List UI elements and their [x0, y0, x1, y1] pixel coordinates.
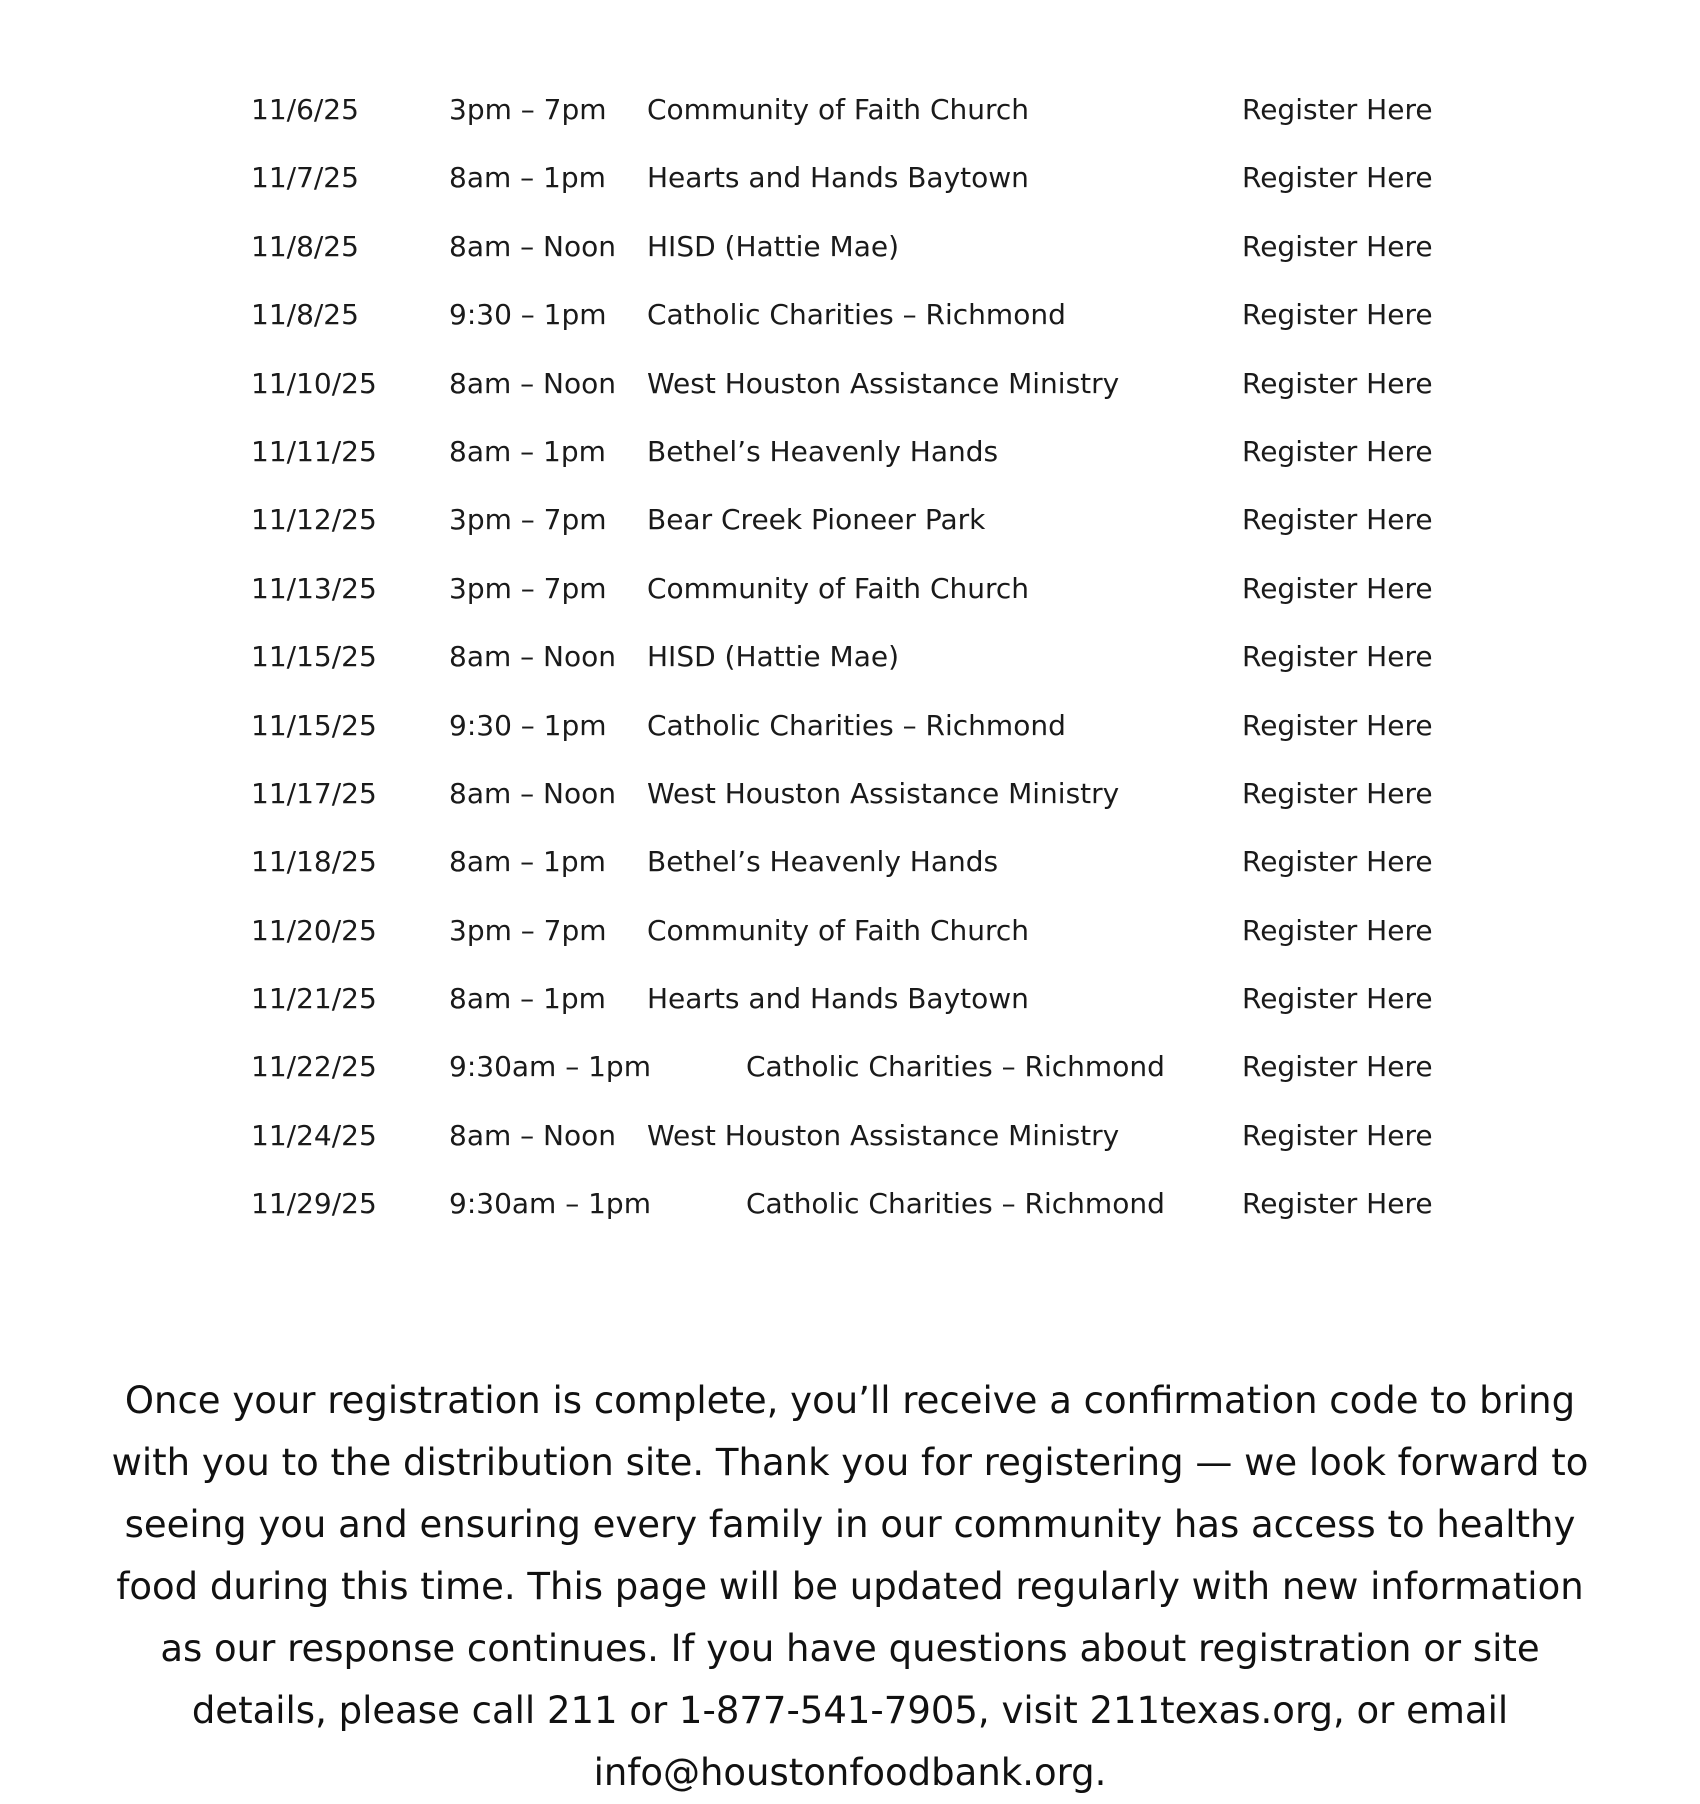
- row-location: Hearts and Hands Baytown: [647, 982, 1029, 1016]
- schedule-row: [0, 502, 1700, 570]
- row-time: 8am – Noon: [449, 229, 617, 263]
- row-date: 11/15/25: [251, 640, 377, 674]
- schedule-row: [0, 571, 1700, 639]
- register-here-link[interactable]: Register Here: [1242, 571, 1433, 605]
- register-here-link[interactable]: Register Here: [1242, 298, 1433, 332]
- schedule-row: [0, 297, 1700, 365]
- register-here-link[interactable]: Register Here: [1242, 503, 1433, 537]
- row-location: West Houston Assistance Ministry: [647, 366, 1120, 400]
- row-location: Community of Faith Church: [647, 913, 1030, 947]
- row-time: 9:30 – 1pm: [449, 298, 607, 332]
- row-location: HISD (Hattie Mae): [647, 640, 900, 674]
- row-date: 11/12/25: [251, 503, 377, 537]
- register-here-link[interactable]: Register Here: [1242, 366, 1433, 400]
- row-location: Hearts and Hands Baytown: [647, 161, 1029, 195]
- row-time: 9:30am – 1pm: [449, 1187, 651, 1221]
- register-here-link[interactable]: Register Here: [1242, 1187, 1433, 1221]
- register-here-link[interactable]: Register Here: [1242, 982, 1433, 1016]
- row-time: 3pm – 7pm: [449, 571, 607, 605]
- register-here-link[interactable]: Register Here: [1242, 161, 1433, 195]
- row-time: 8am – Noon: [449, 640, 617, 674]
- row-time: 8am – Noon: [449, 366, 617, 400]
- schedule-row: [0, 160, 1700, 228]
- row-time: 8am – Noon: [449, 1118, 617, 1152]
- row-date: 11/24/25: [251, 1118, 377, 1152]
- row-time: 8am – 1pm: [449, 434, 606, 468]
- schedule-row: [0, 776, 1700, 844]
- schedule-row: [0, 844, 1700, 912]
- schedule-row: [0, 1186, 1700, 1254]
- schedule-row: [0, 92, 1700, 160]
- row-date: 11/21/25: [251, 982, 377, 1016]
- row-date: 11/17/25: [251, 776, 377, 810]
- row-location: Bethel’s Heavenly Hands: [647, 434, 999, 468]
- row-time: 8am – Noon: [449, 776, 617, 810]
- row-location: HISD (Hattie Mae): [647, 229, 900, 263]
- row-date: 11/8/25: [251, 229, 359, 263]
- distribution-schedule: [0, 92, 1700, 1255]
- row-date: 11/11/25: [251, 434, 377, 468]
- row-date: 11/20/25: [251, 913, 377, 947]
- schedule-row: [0, 1049, 1700, 1117]
- register-here-link[interactable]: Register Here: [1242, 845, 1433, 879]
- row-location: Catholic Charities – Richmond: [746, 1050, 1165, 1084]
- row-date: 11/8/25: [251, 298, 359, 332]
- register-here-link[interactable]: Register Here: [1242, 640, 1433, 674]
- row-date: 11/6/25: [251, 93, 359, 126]
- register-here-link[interactable]: Register Here: [1242, 1050, 1433, 1084]
- row-location: West Houston Assistance Ministry: [647, 1118, 1120, 1152]
- row-location: Catholic Charities – Richmond: [647, 298, 1066, 332]
- row-location: West Houston Assistance Ministry: [647, 776, 1120, 810]
- row-location: Bear Creek Pioneer Park: [647, 503, 986, 537]
- schedule-row: [0, 913, 1700, 981]
- row-time: 8am – 1pm: [449, 982, 606, 1016]
- row-time: 3pm – 7pm: [449, 913, 607, 947]
- schedule-row: [0, 981, 1700, 1049]
- schedule-row: [0, 229, 1700, 297]
- row-date: 11/15/25: [251, 708, 377, 742]
- row-date: 11/22/25: [251, 1050, 377, 1084]
- row-time: 3pm – 7pm: [449, 503, 607, 537]
- row-location: Community of Faith Church: [647, 571, 1030, 605]
- register-here-link[interactable]: Register Here: [1242, 776, 1433, 810]
- row-time: 8am – 1pm: [449, 845, 606, 879]
- schedule-row: [0, 708, 1700, 776]
- registration-notice: Once your registration is complete, you’ll receive a confirmation code to bring with you to the distribution site. Thank you for registering — we look forward to seeing you and ensuring every family in our community has access to healthy food during this time. This page will be updated regularly with new information as our response continues. If you have questions about registration or site details, please call 211 or 1-877-541-7905, visit 211texas.org, or email info@houstonfoodbank.org.: [111, 1379, 1589, 1794]
- register-here-link[interactable]: Register Here: [1242, 93, 1433, 126]
- row-time: 9:30am – 1pm: [449, 1050, 651, 1084]
- schedule-row: [0, 639, 1700, 707]
- schedule-row: [0, 366, 1700, 434]
- row-time: 8am – 1pm: [449, 161, 606, 195]
- row-date: 11/18/25: [251, 845, 377, 879]
- row-location: Community of Faith Church: [647, 93, 1030, 126]
- row-location: Bethel’s Heavenly Hands: [647, 845, 999, 879]
- schedule-row: [0, 434, 1700, 502]
- schedule-row: [0, 1118, 1700, 1186]
- row-date: 11/10/25: [251, 366, 377, 400]
- row-time: 3pm – 7pm: [449, 93, 607, 126]
- register-here-link[interactable]: Register Here: [1242, 1118, 1433, 1152]
- row-date: 11/29/25: [251, 1187, 377, 1221]
- register-here-link[interactable]: Register Here: [1242, 708, 1433, 742]
- row-date: 11/7/25: [251, 161, 359, 195]
- register-here-link[interactable]: Register Here: [1242, 434, 1433, 468]
- row-time: 9:30 – 1pm: [449, 708, 607, 742]
- row-location: Catholic Charities – Richmond: [647, 708, 1066, 742]
- register-here-link[interactable]: Register Here: [1242, 913, 1433, 947]
- row-date: 11/13/25: [251, 571, 377, 605]
- register-here-link[interactable]: Register Here: [1242, 229, 1433, 263]
- row-location: Catholic Charities – Richmond: [746, 1187, 1165, 1221]
